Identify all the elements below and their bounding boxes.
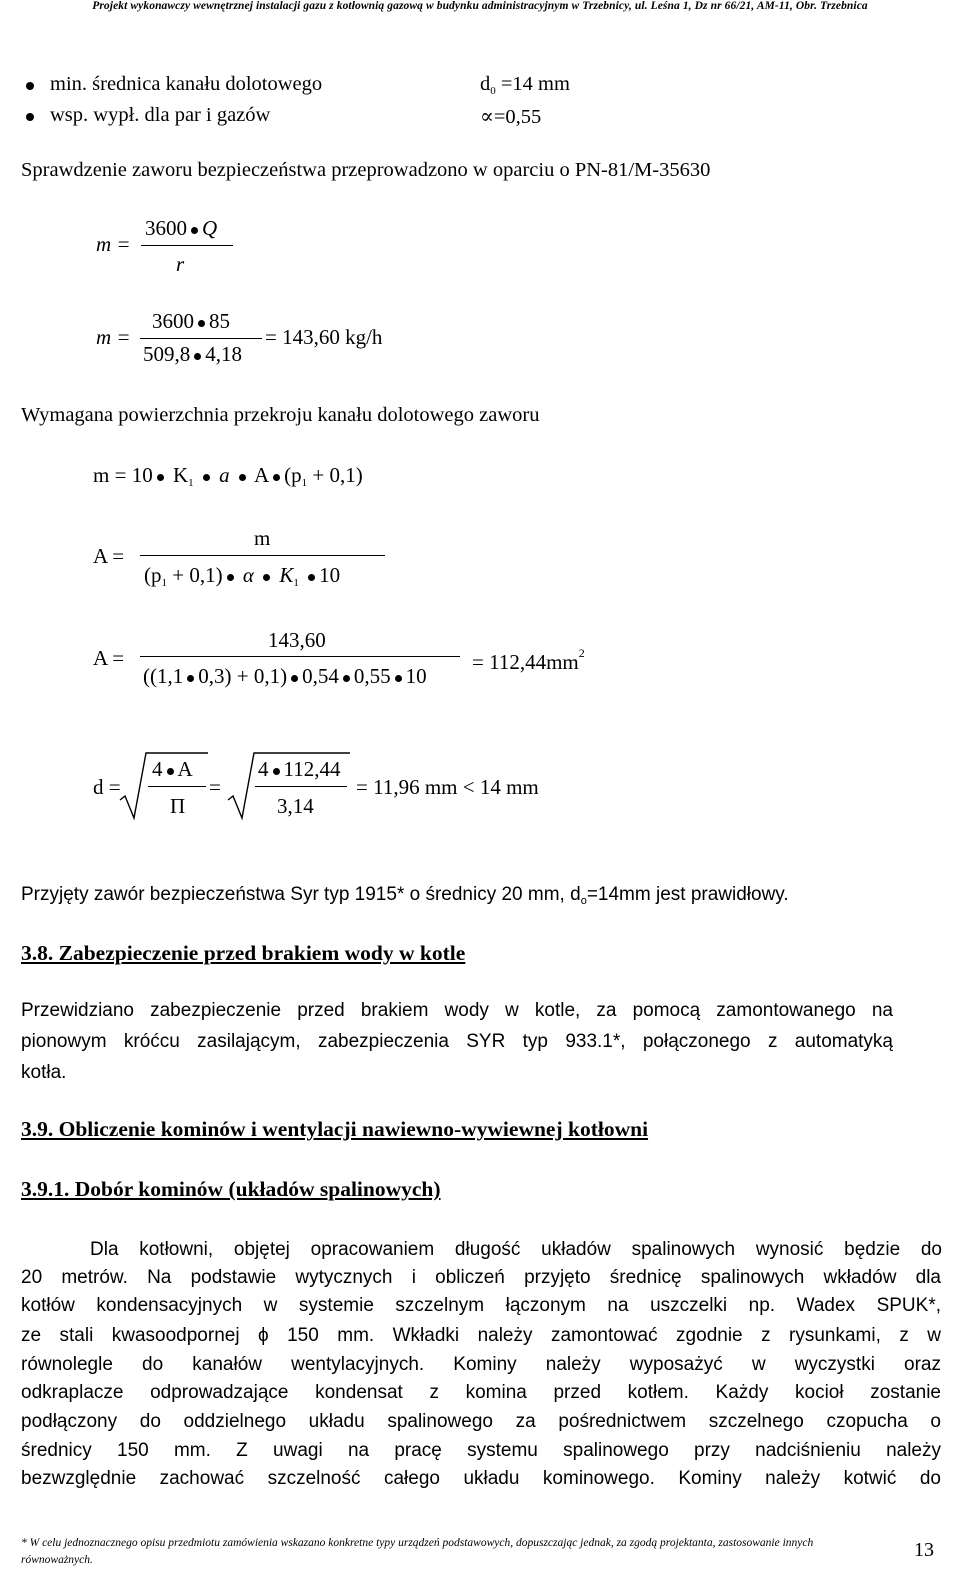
param-label: min. średnica kanału dolotowego	[50, 73, 323, 95]
footnote: * W celu jednoznacznego opisu przedmiotu zamówienia wskazano konkretne typy urządzeń podstawowych, dopuszczając jednak, za zgodą projektanta, zastosowanie innych	[21, 1537, 814, 1549]
eq6-num1: 4 A	[152, 757, 193, 781]
eq1-denominator: r	[176, 252, 185, 276]
eq6-num2: 4 112,44	[258, 757, 341, 781]
paragraph-line: kotła.	[21, 1062, 67, 1083]
eq2-numerator: 3600 85	[152, 309, 230, 333]
paragraph-line: podłączony do oddzielnego układu spalinowego za pośrednictwem szczelnego czopucha o	[21, 1411, 941, 1432]
param-symbol: ∝	[480, 106, 494, 128]
eq6-result: = 11,96 mm < 14 mm	[356, 775, 539, 799]
eq5-result: = $112,44mm^2$	[472, 646, 585, 674]
intro-check: Sprawdzenie zaworu bezpieczeństwa przeprowadzono w oparciu o PN-81/M-35630	[21, 159, 711, 181]
paragraph-line: odkraplacze odprowadzające kondensat z komina przed kotłem. Każdy kocioł zostanie	[21, 1382, 941, 1403]
param-symbol-sub: 0	[490, 85, 496, 97]
param-symbol: d	[480, 73, 491, 95]
document-header: Projekt wykonawczy wewnętrznej instalacji gazu z kotłownią gazową w budynku administracyjnym w Trzebnicy, ul. Leśna 1, Dz nr 66/21, AM-11, Obr. Trzebnica	[92, 0, 868, 12]
fraction-bar	[255, 786, 347, 787]
eq4-numerator: m	[254, 526, 271, 550]
paragraph-line: równolegle do kanałów wentylacyjnych. Kominy należy wyposażyć w wyczystki oraz	[21, 1354, 941, 1375]
eq1-numerator: 3600 Q	[145, 216, 218, 240]
eq6-den2: 3,14	[277, 794, 314, 818]
paragraph-line: średnicy 150 mm. Z uwagi na pracę systemu spalinowego przy nadciśnieniu należy	[21, 1440, 941, 1461]
page-number: 13	[914, 1539, 934, 1561]
paragraph-line: pionowym króćcu zasilającym, zabezpieczenia SYR typ 933.1*, połączonego z automatyką	[21, 1031, 893, 1052]
eq4-lhs: A =	[93, 544, 125, 568]
eq4-denominator: $(p_1 + 0,1)$ α $K_1$ 10	[144, 563, 341, 589]
paragraph-line: kotłów kondensacyjnych w systemie szczelnym łączonym na uszczelki np. Wadex SPUK*,	[21, 1295, 941, 1316]
section-heading: 3.8. Zabezpieczenie przed brakiem wody w kotle	[21, 941, 466, 965]
eq6-den1: Π	[170, 794, 186, 818]
paragraph-line: 20 metrów. Na podstawie wytycznych i obliczeń przyjęto średnicę spalinowych wkładów dla	[21, 1267, 941, 1288]
eq3: m = 10 $K_1$ a A $(p_1 + 0,1)$	[93, 463, 363, 489]
paragraph-line: Dla kotłowni, objętej opracowaniem długość układów spalinowych wynosić będzie do	[90, 1239, 942, 1260]
accepted-valve: Przyjęty zawór bezpieczeństwa Syr typ 1915* o średnicy 20 mm, $d_o=14mm$ jest prawidłowy.	[21, 884, 789, 907]
area-label: Wymagana powierzchnia przekroju kanału dolotowego zaworu	[21, 404, 540, 426]
param-label: wsp. wypł. dla par i gazów	[50, 104, 271, 126]
eq1-lhs: m =	[96, 232, 131, 256]
eq5-lhs: A =	[93, 646, 125, 670]
fraction-bar	[148, 786, 206, 787]
footnote-continued: równoważnych.	[21, 1554, 93, 1566]
eq6-eq: =	[209, 775, 221, 799]
param-value-text: =14 mm	[495, 73, 570, 95]
eq5-denominator: ((1,1 0,3) + 0,1) 0,54 0,55 10	[143, 664, 427, 688]
paragraph-line: ze stali kwasoodpornej ϕ 150 mm. Wkładki należy zamontować zgodnie z rysunkami, z w	[21, 1325, 941, 1346]
eq2-lhs: m =	[96, 325, 131, 349]
section-heading: 3.9. Obliczenie kominów i wentylacji nawiewno-wywiewnej kotłowni	[21, 1117, 649, 1141]
eq2-denominator: 509,8 4,18	[143, 342, 242, 366]
eq6-lhs: d =	[93, 775, 121, 799]
eq2-result: = 143,60 kg/h	[265, 325, 383, 349]
paragraph-line: bezwzględnie zachować szczelność całego układu kominowego. Kominy należy kotwić do	[21, 1468, 941, 1489]
paragraph-line: Przewidziano zabezpieczenie przed brakiem wody w kotle, za pomocą zamontowanego na	[21, 1000, 893, 1021]
eq5-numerator: 143,60	[268, 628, 326, 652]
subsection-heading: 3.9.1. Dobór kominów (układów spalinowych)	[21, 1177, 441, 1201]
param-value-text: =0,55	[493, 106, 542, 128]
